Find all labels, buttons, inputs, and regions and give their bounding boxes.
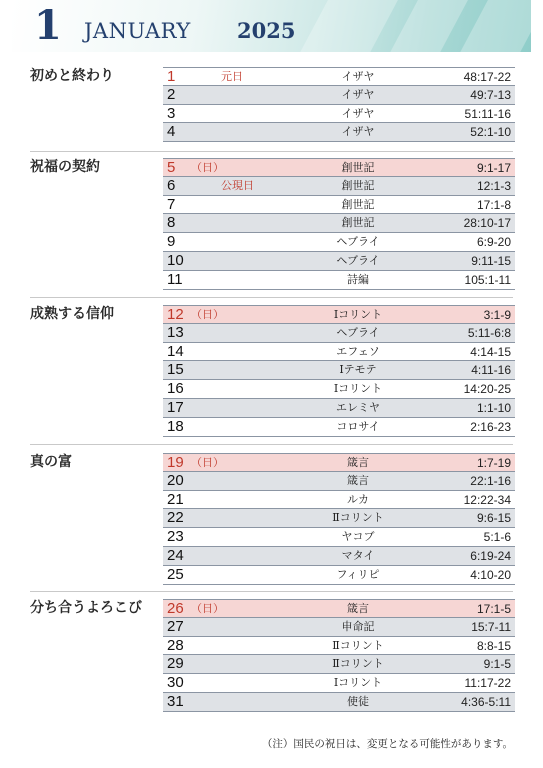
verse-reference: 9:6-15 xyxy=(476,511,511,526)
book-name: 箴言 xyxy=(347,602,369,615)
book-name: Ⅱコリント xyxy=(332,657,384,671)
table-row xyxy=(163,271,515,290)
verse-reference: 6:19-24 xyxy=(470,548,511,563)
book-name: エフェソ xyxy=(336,344,380,358)
calendar-header xyxy=(12,0,531,52)
table-row xyxy=(163,693,515,712)
book-name: Ⅰコリント xyxy=(333,676,383,690)
book-name: Ⅰテモテ xyxy=(339,363,377,377)
verse-reference: 4:11-16 xyxy=(471,363,511,378)
verse-reference: 48:17-22 xyxy=(463,70,511,84)
table-row xyxy=(163,305,515,324)
day-number: 6 xyxy=(167,176,176,194)
verse-reference: 105:1-11 xyxy=(464,272,511,287)
day-number: 29 xyxy=(167,655,184,673)
footer-note: （注）国民の祝日は、変更となる可能性があります。 xyxy=(261,738,513,750)
month-name: JANUARY xyxy=(84,19,191,43)
book-name: ヤコブ xyxy=(341,530,375,544)
reading-table xyxy=(163,67,515,142)
verse-reference: 28:10-17 xyxy=(463,216,511,231)
verse-reference: 17:1-5 xyxy=(476,602,511,616)
table-row xyxy=(163,418,515,437)
day-number: 23 xyxy=(167,528,184,546)
book-name: コロサイ xyxy=(336,419,380,433)
table-row xyxy=(163,196,515,215)
day-number: 10 xyxy=(167,251,184,269)
table-row xyxy=(163,233,515,252)
day-tag: （日） xyxy=(191,308,224,321)
day-number: 31 xyxy=(167,692,184,710)
book-name: Ⅰコリント xyxy=(333,382,383,396)
verse-reference: 9:11-15 xyxy=(471,253,511,268)
reading-table xyxy=(163,158,515,290)
verse-reference: 4:10-20 xyxy=(470,567,511,582)
day-number: 12 xyxy=(167,306,184,323)
table-row xyxy=(163,472,515,491)
table-row xyxy=(163,547,515,566)
day-number: 22 xyxy=(167,509,184,527)
verse-reference: 8:8-15 xyxy=(476,638,511,653)
table-row xyxy=(163,453,515,472)
verse-reference: 14:20-25 xyxy=(463,382,511,397)
table-row xyxy=(163,380,515,399)
day-number: 13 xyxy=(167,323,184,341)
section-divider xyxy=(30,297,513,298)
header-decoration xyxy=(291,0,404,52)
book-name: Ⅱコリント xyxy=(332,638,384,652)
day-number: 16 xyxy=(167,380,184,398)
book-name: 箴言 xyxy=(347,456,369,469)
day-number: 5 xyxy=(167,159,176,176)
day-number: 11 xyxy=(167,270,183,288)
table-row xyxy=(163,361,515,380)
table-row xyxy=(163,528,515,547)
section-title: 分ち合うよろこび xyxy=(30,600,142,616)
header-decoration xyxy=(381,0,474,52)
verse-reference: 4:14-15 xyxy=(470,344,511,359)
section-title: 初めと終わり xyxy=(30,68,114,84)
table-row xyxy=(163,86,515,105)
day-tag: 元日 xyxy=(221,70,243,83)
book-name: 創世記 xyxy=(341,178,375,192)
table-row xyxy=(163,343,515,362)
table-row xyxy=(163,399,515,418)
table-row xyxy=(163,105,515,124)
day-number: 8 xyxy=(167,214,176,232)
verse-reference: 51:11-16 xyxy=(464,106,511,121)
verse-reference: 2:16-23 xyxy=(470,419,511,434)
day-number: 3 xyxy=(167,104,176,122)
book-name: Ⅰコリント xyxy=(333,308,383,321)
day-tag: （日） xyxy=(191,602,224,615)
section-title: 祝福の契約 xyxy=(30,159,100,175)
verse-reference: 12:22-34 xyxy=(463,492,511,507)
day-number: 20 xyxy=(167,471,184,489)
year: 2025 xyxy=(237,18,296,43)
book-name: Ⅱコリント xyxy=(332,511,384,525)
day-tag: 公現日 xyxy=(221,178,254,192)
book-name: イザヤ xyxy=(341,87,375,101)
book-name: 箴言 xyxy=(347,473,369,487)
table-row xyxy=(163,618,515,637)
table-row xyxy=(163,637,515,656)
day-number: 28 xyxy=(167,636,184,654)
day-tag: （日） xyxy=(191,161,224,174)
verse-reference: 9:1-5 xyxy=(483,657,511,672)
verse-reference: 3:1-9 xyxy=(483,308,511,322)
book-name: エレミヤ xyxy=(336,400,380,414)
verse-reference: 22:1-16 xyxy=(470,473,511,488)
day-number: 15 xyxy=(167,361,184,379)
day-number: 9 xyxy=(167,233,176,251)
table-row xyxy=(163,509,515,528)
reading-table xyxy=(163,305,515,437)
book-name: 創世記 xyxy=(341,216,375,230)
day-number: 21 xyxy=(167,490,184,508)
table-row xyxy=(163,252,515,271)
verse-reference: 6:9-20 xyxy=(476,235,511,250)
book-name: イザヤ xyxy=(341,70,375,83)
table-row xyxy=(163,324,515,343)
book-name: 創世記 xyxy=(341,197,375,211)
book-name: 申命記 xyxy=(341,619,375,633)
day-number: 18 xyxy=(167,417,184,435)
book-name: 創世記 xyxy=(341,161,375,174)
day-number: 27 xyxy=(167,617,184,635)
book-name: マタイ xyxy=(341,548,375,562)
verse-reference: 5:11-6:8 xyxy=(467,325,511,340)
reading-table xyxy=(163,599,515,712)
day-number: 24 xyxy=(167,546,184,564)
book-name: 使徒 xyxy=(347,694,369,708)
day-number: 4 xyxy=(167,123,176,141)
book-name: イザヤ xyxy=(341,125,375,139)
day-number: 26 xyxy=(167,600,184,617)
day-number: 17 xyxy=(167,398,184,416)
book-name: ヘブライ xyxy=(336,235,380,249)
verse-reference: 4:36-5:11 xyxy=(461,694,511,709)
verse-reference: 17:1-8 xyxy=(476,197,511,212)
table-row xyxy=(163,158,515,177)
table-row xyxy=(163,177,515,196)
book-name: イザヤ xyxy=(341,106,375,120)
verse-reference: 12:1-3 xyxy=(476,178,511,193)
table-row xyxy=(163,123,515,142)
table-row xyxy=(163,674,515,693)
day-number: 7 xyxy=(167,195,176,213)
table-row xyxy=(163,214,515,233)
verse-reference: 1:1-10 xyxy=(476,400,511,415)
verse-reference: 49:7-13 xyxy=(470,87,511,102)
book-name: ヘブライ xyxy=(336,325,380,339)
day-number: 19 xyxy=(167,454,184,471)
table-row xyxy=(163,67,515,86)
book-name: 詩編 xyxy=(347,272,369,286)
verse-reference: 52:1-10 xyxy=(470,125,511,140)
book-name: フィリピ xyxy=(336,567,380,581)
day-number: 1 xyxy=(167,68,176,85)
verse-reference: 5:1-6 xyxy=(483,530,511,545)
day-number: 30 xyxy=(167,674,184,692)
verse-reference: 1:7-19 xyxy=(476,456,511,470)
day-number: 25 xyxy=(167,565,184,583)
table-row xyxy=(163,566,515,585)
verse-reference: 11:17-22 xyxy=(464,676,511,691)
section-title: 成熟する信仰 xyxy=(30,306,114,322)
section-title: 真の富 xyxy=(30,454,72,470)
section-divider xyxy=(30,151,513,152)
table-row xyxy=(163,655,515,674)
book-name: ルカ xyxy=(347,492,369,506)
verse-reference: 15:7-11 xyxy=(471,619,511,634)
section-divider xyxy=(30,444,513,445)
verse-reference: 9:1-17 xyxy=(476,161,511,175)
month-number: 1 xyxy=(34,2,62,49)
book-name: ヘブライ xyxy=(336,253,380,267)
day-tag: （日） xyxy=(191,456,224,469)
day-number: 14 xyxy=(167,342,184,360)
table-row xyxy=(163,599,515,618)
table-row xyxy=(163,491,515,510)
reading-table xyxy=(163,453,515,585)
day-number: 2 xyxy=(167,85,176,103)
section-divider xyxy=(30,591,513,592)
